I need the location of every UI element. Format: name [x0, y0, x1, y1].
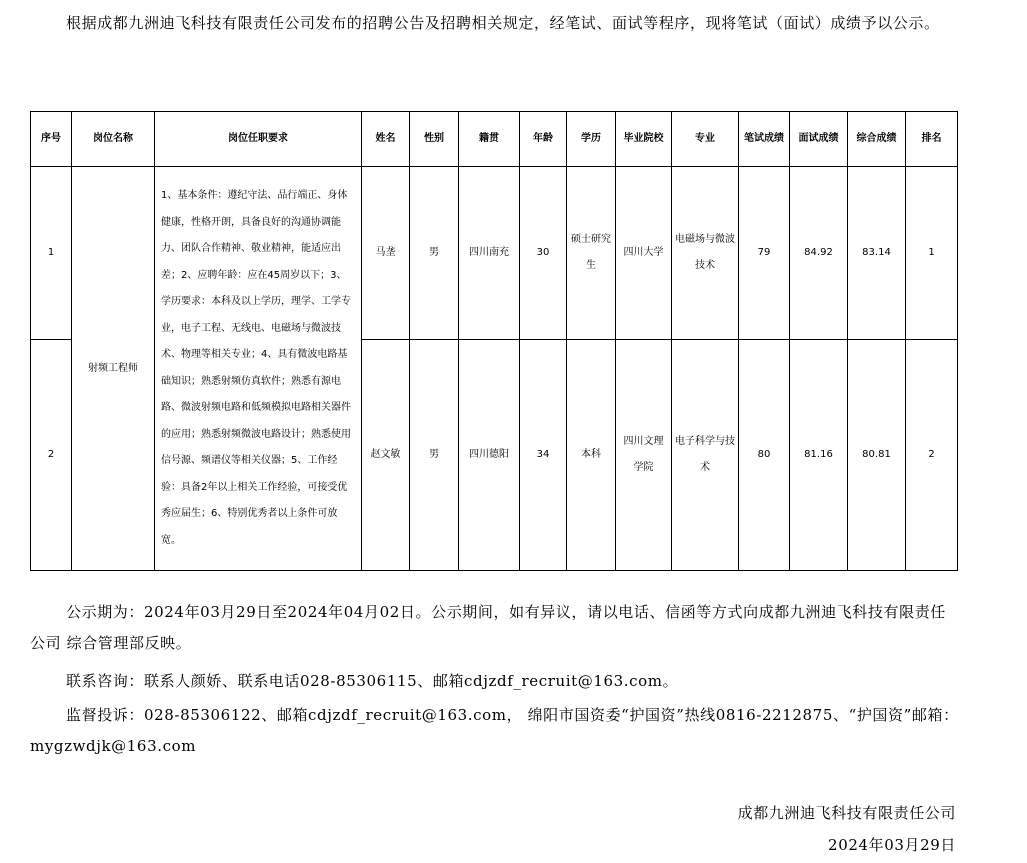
header-cell: 学历: [567, 112, 616, 167]
cell-school: 四川文理学院: [616, 340, 672, 571]
header-cell: 性别: [410, 112, 459, 167]
header-cell: 笔试成绩: [739, 112, 790, 167]
cell-education: 本科: [567, 340, 616, 571]
cell-no: 2: [31, 340, 72, 571]
supervise-paragraph: 监督投诉：028-85306122、邮箱cdjzdf_recruit@163.com， 绵阳市国资委“护国资”热线0816-2212875、“护国资”邮箱：mygzwdjk@163.com: [30, 706, 959, 755]
header-cell: 年龄: [520, 112, 567, 167]
cell-name: 马垄: [362, 167, 410, 340]
header-cell: 面试成绩: [790, 112, 848, 167]
header-cell: 序号: [31, 112, 72, 167]
results-table: [30, 111, 958, 571]
cell-major: 电子科学与技术: [672, 340, 739, 571]
cell-school: 四川大学: [616, 167, 672, 340]
header-cell: 排名: [906, 112, 958, 167]
table-header-row: [31, 112, 958, 167]
signature-date: 2024年03月29日: [828, 836, 956, 854]
cell-written: 79: [739, 167, 790, 340]
cell-age: 34: [520, 340, 567, 571]
cell-position: 射频工程师: [72, 167, 155, 571]
intro-paragraph: 根据成都九洲迪飞科技有限责任公司发布的招聘公告及招聘相关规定，经笔试、面试等程序，现将笔试（面试）成绩予以公示。: [66, 14, 940, 32]
header-cell: 籍贯: [459, 112, 520, 167]
header-cell: 综合成绩: [848, 112, 906, 167]
cell-gender: 男: [410, 340, 459, 571]
cell-rank: 2: [906, 340, 958, 571]
header-cell: 岗位任职要求: [155, 112, 362, 167]
cell-interview: 81.16: [790, 340, 848, 571]
cell-total: 83.14: [848, 167, 906, 340]
header-cell: 姓名: [362, 112, 410, 167]
cell-rank: 1: [906, 167, 958, 340]
notice-paragraph: 公示期为：2024年03月29日至2024年04月02日。公示期间，如有异议，请以电话、信函等方式向成都九洲迪飞科技有限责任公司 综合管理部反映。: [30, 603, 946, 652]
table-row: [31, 167, 958, 340]
header-cell: 毕业院校: [616, 112, 672, 167]
cell-total: 80.81: [848, 340, 906, 571]
cell-interview: 84.92: [790, 167, 848, 340]
cell-written: 80: [739, 340, 790, 571]
cell-gender: 男: [410, 167, 459, 340]
cell-education: 硕士研究生: [567, 167, 616, 340]
cell-origin: 四川南充: [459, 167, 520, 340]
cell-major: 电磁场与微波技术: [672, 167, 739, 340]
cell-no: 1: [31, 167, 72, 340]
cell-name: 赵文敏: [362, 340, 410, 571]
cell-age: 30: [520, 167, 567, 340]
cell-origin: 四川德阳: [459, 340, 520, 571]
cell-requirements: 1、基本条件：遵纪守法、品行端正、身体健康，性格开朗，具备良好的沟通协调能力、团队合作精神、敬业精神，能适应出差；2、应聘年龄：应在45周岁以下；3、学历要求：本科及以上学历，理学、工学专业，电子工程、无线电、电磁场与微波技术、物理等相关专业；4、具有微波电路基础知识；熟悉射频仿真软件；熟悉有源电路、微波射频电路和低频模拟电路相关器件的应用；熟悉射频微波电路设计；熟悉使用信号源、频谱仪等相关仪器；5、工作经验：具备2年以上相关工作经验，可接受优秀应届生；6、特别优秀者以上条件可放宽。: [155, 167, 362, 571]
header-cell: 专业: [672, 112, 739, 167]
signature-company: 成都九洲迪飞科技有限责任公司: [737, 804, 956, 822]
contact-paragraph: 联系咨询：联系人颜娇、联系电话028-85306115、邮箱cdjzdf_recruit@163.com。: [66, 672, 679, 690]
header-cell: 岗位名称: [72, 112, 155, 167]
